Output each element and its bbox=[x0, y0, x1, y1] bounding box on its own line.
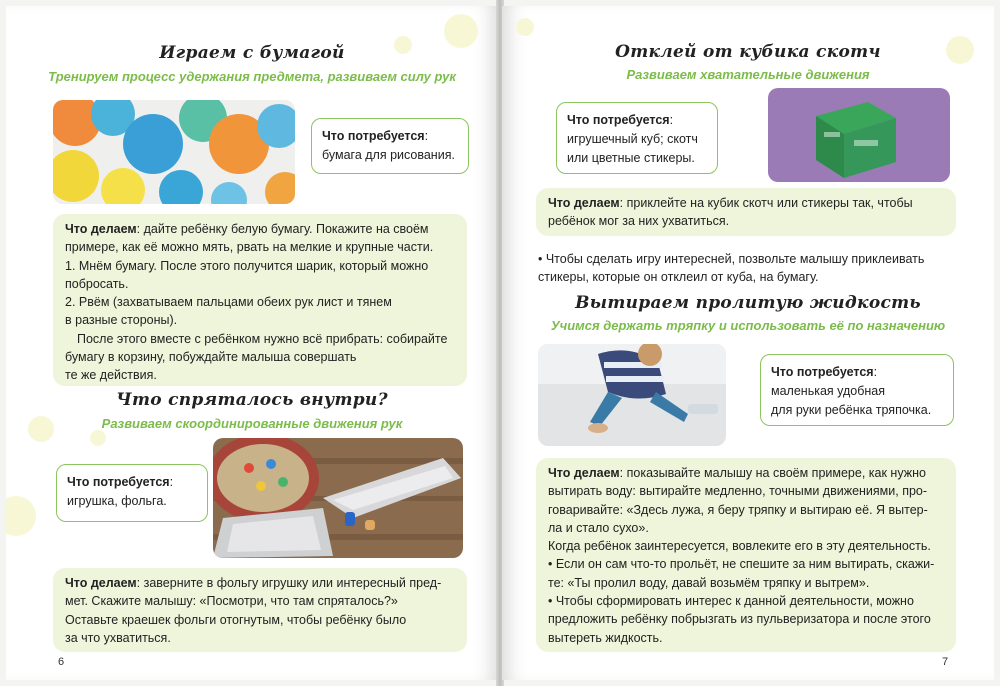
needs-box-paper: Что потребуется: бумага для рисования. bbox=[311, 118, 469, 174]
instructions-box-cube: Что делаем: приклейте на кубик скотч или стикеры так, чтобы ребёнок мог за них ухватиться. bbox=[536, 188, 956, 236]
instructions-box-foil: Что делаем: заверните в фольгу игрушку или интересный пред- мет. Скажите малышу: «Посмотри, что там спряталось?» Оставьте краешек фольги отогнутым, чтобы ребёнку было за что ухватиться. bbox=[53, 568, 467, 652]
crumpled-paper-photo bbox=[53, 100, 295, 204]
needs-label: Что потребуется bbox=[322, 129, 425, 143]
page-number-right: 7 bbox=[942, 656, 949, 668]
needs-box-foil: Что потребуется: игрушка, фольга. bbox=[56, 464, 208, 522]
section-subtitle-spill: Учимся держать тряпку и использовать её по назначению bbox=[550, 318, 946, 333]
section-title-spill: Вытираем пролитую жидкость bbox=[575, 293, 921, 313]
needs-box-cube: Что потребуется: игрушечный куб; скотч или цветные стикеры. bbox=[556, 102, 718, 174]
left-page bbox=[6, 6, 498, 680]
decor-dot bbox=[516, 18, 534, 36]
child-wiping-photo bbox=[538, 344, 726, 446]
section-subtitle-tape: Развиваем хватательные движения bbox=[626, 67, 870, 82]
cube-photo bbox=[768, 88, 950, 182]
section-subtitle-hidden: Развиваем скоординированные движения рук bbox=[101, 416, 403, 431]
cube-note: • Чтобы сделать игру интересней, позвольте малышу приклеивать стикеры, которые он отклеил от куба, на бумагу. bbox=[538, 252, 925, 285]
foil-toy-photo bbox=[213, 438, 463, 558]
instructions-box-paper: Что делаем: дайте ребёнку белую бумагу. Покажите на своём примере, как её можно мять, рвать на мелкие и крупные части. 1. Мнём бумагу. После этого получится шарик, который можно побросать. 2. Рвём (захватываем пальцами обеих рук лист и тянем в разные стороны). После этого вместе с ребёнком нужно всё прибрать: собирайте бумагу в корзину, побуждайте малыша совершать те же действия. bbox=[53, 214, 467, 386]
decor-dot bbox=[90, 430, 106, 446]
section-title-hidden: Что спряталось внутри? bbox=[116, 390, 388, 410]
page-number-left: 6 bbox=[58, 656, 65, 668]
needs-text: бумага для рисования. bbox=[322, 148, 455, 162]
needs-box-spill: Что потребуется: маленькая удобная для руки ребёнка тряпочка. bbox=[760, 354, 954, 426]
section-title-paper: Играем с бумагой bbox=[159, 43, 345, 63]
section-title-tape: Отклей от кубика скотч bbox=[615, 42, 881, 62]
decor-dot bbox=[6, 496, 36, 536]
instructions-box-spill: Что делаем: показывайте малышу на своём примере, как нужно вытирать воду: вытирайте медленно, точными движениями, про- говаривайте: «Здесь лужа, я беру тряпку и вытираю её. Я вытер- ла и стало сухо». Когда ребёнок заинтересуется, вовлеките его в эту деятельность. • Если он сам что-то прольёт, не спешите за ним вытирать, скажи- те: «Ты пролил воду, давай возьмём тряпку и вытрем». • Чтобы сформировать интерес к данной деятельности, можно предложить ребёнку побрызгать из пульверизатора и после этого вытереть жидкость. bbox=[536, 458, 956, 652]
section-subtitle-paper: Тренируем процесс удержания предмета, развиваем силу рук bbox=[48, 69, 456, 84]
do-label: Что делаем bbox=[65, 222, 137, 236]
right-page bbox=[502, 6, 994, 680]
